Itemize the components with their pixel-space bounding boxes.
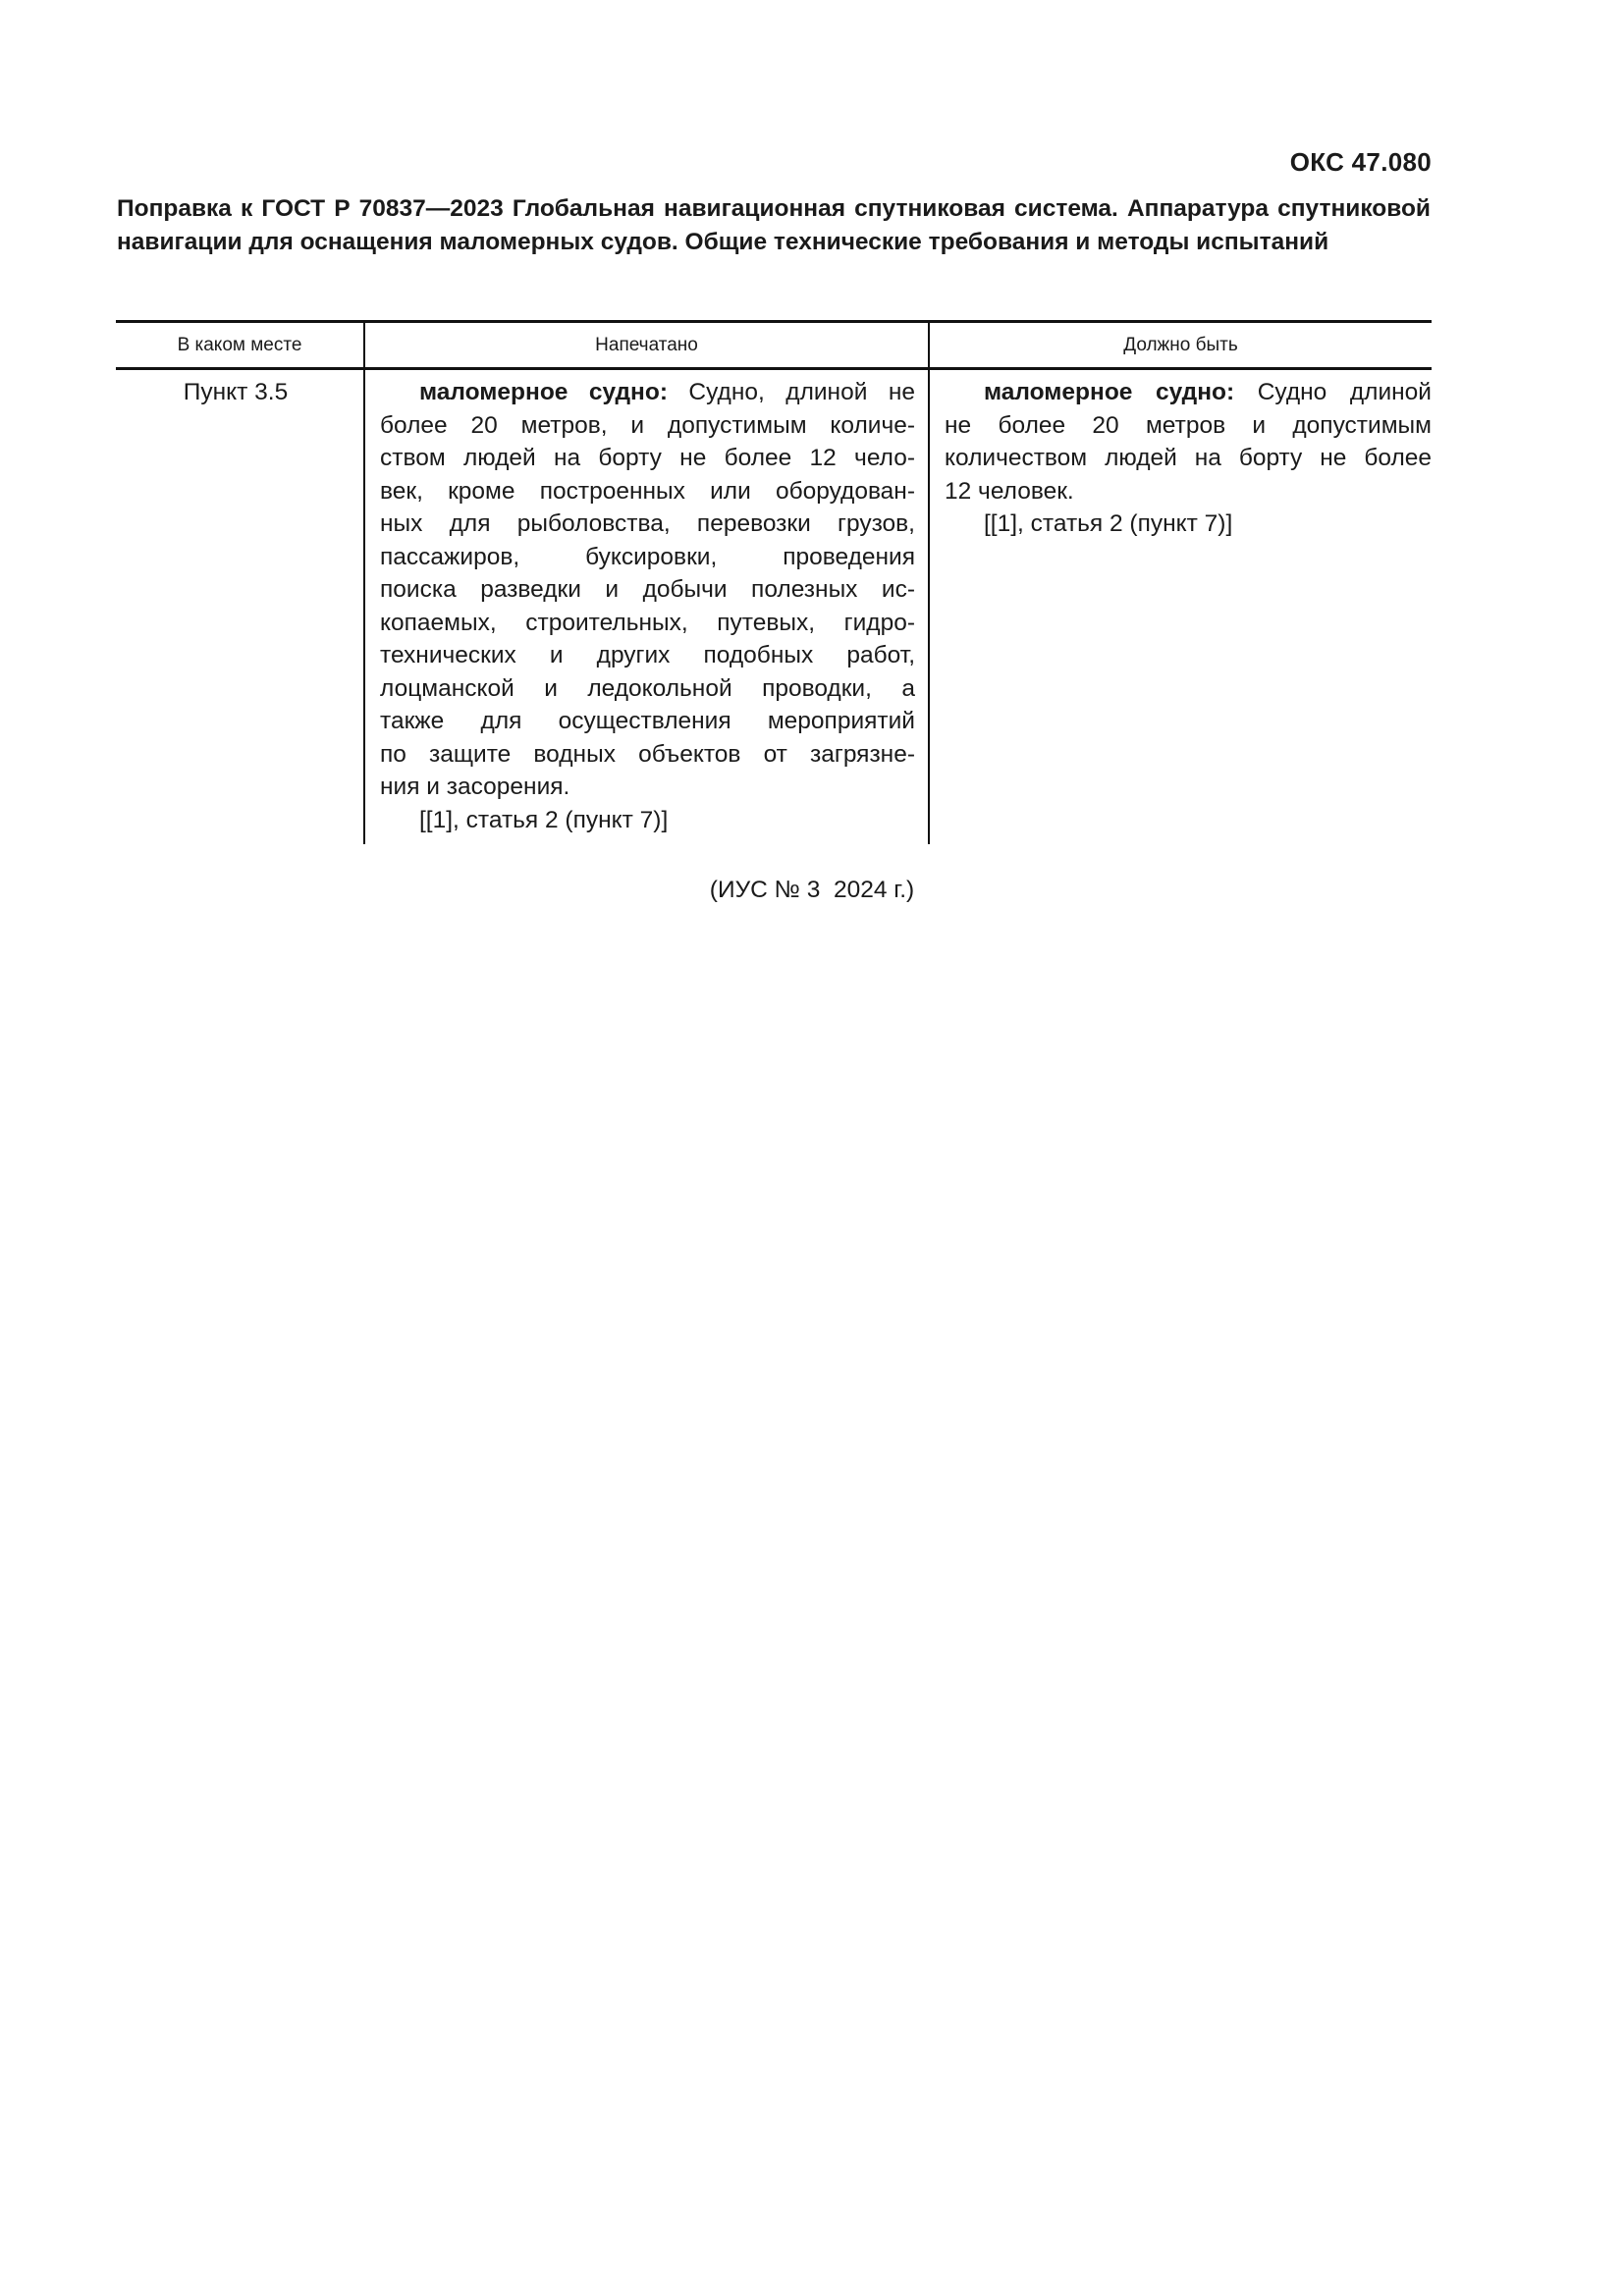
printed-line: технических и других подобных работ, bbox=[380, 642, 915, 668]
column-header-corrected: Должно быть bbox=[1123, 335, 1238, 355]
printed-line: по защите водных объектов от загрязне- bbox=[380, 740, 915, 768]
column-divider-2 bbox=[928, 322, 930, 844]
column-divider-1 bbox=[363, 322, 365, 844]
corrected-line: не более 20 метров и допустимым bbox=[945, 411, 1432, 439]
printed-line: также для осуществления мероприятий bbox=[380, 708, 915, 734]
printed-line: лоцманской и ледокольной проводки, а bbox=[380, 674, 915, 702]
printed-line: ных для рыболовства, перевозки грузов, bbox=[380, 510, 915, 537]
printed-line: ния и засорения. bbox=[380, 774, 570, 800]
printed-line: поиска разведки и добычи полезных ис- bbox=[380, 576, 915, 603]
printed-text: Судно, длиной не bbox=[667, 379, 915, 405]
corrected-term: маломерное судно: bbox=[984, 379, 1235, 405]
corrected-line: 12 человек. bbox=[945, 477, 1074, 505]
classification-code: ОКС 47.080 bbox=[1289, 147, 1432, 177]
printed-line: копаемых, строительных, путевых, гидро- bbox=[380, 609, 915, 636]
document-title: Поправка к ГОСТ Р 70837—2023 Глобальная навигационная спутниковая система. Аппаратура спутниковой навигации для оснащения маломерных судов. Общие технические требования и методы испытаний bbox=[117, 195, 1431, 255]
corrected-reference: [[1], статья 2 (пункт 7)] bbox=[984, 510, 1233, 537]
printed-line: век, кроме построенных или оборудован- bbox=[380, 477, 915, 505]
cell-printed bbox=[380, 376, 915, 836]
corrected-text: Судно длиной bbox=[1234, 379, 1432, 405]
column-header-printed: Напечатано bbox=[595, 335, 698, 355]
printed-line: ством людей на борту не более 12 чело- bbox=[380, 445, 915, 471]
corrected-line: количеством людей на борту не более bbox=[945, 445, 1432, 471]
printed-line: более 20 метров, и допустимым количе- bbox=[380, 411, 915, 439]
cell-corrected bbox=[945, 376, 1432, 541]
corrected-line-1 bbox=[945, 376, 1432, 409]
table-header-rule bbox=[116, 367, 1432, 370]
column-header-location: В каком месте bbox=[177, 335, 302, 355]
printed-term: маломерное судно: bbox=[419, 379, 668, 405]
printed-line-1 bbox=[380, 376, 915, 409]
printed-line: пассажиров, буксировки, проведения bbox=[380, 543, 915, 570]
printed-reference: [[1], статья 2 (пункт 7)] bbox=[419, 806, 669, 833]
issue-reference: (ИУС № 3 2024 г.) bbox=[709, 877, 915, 903]
cell-location: Пункт 3.5 bbox=[183, 379, 289, 405]
